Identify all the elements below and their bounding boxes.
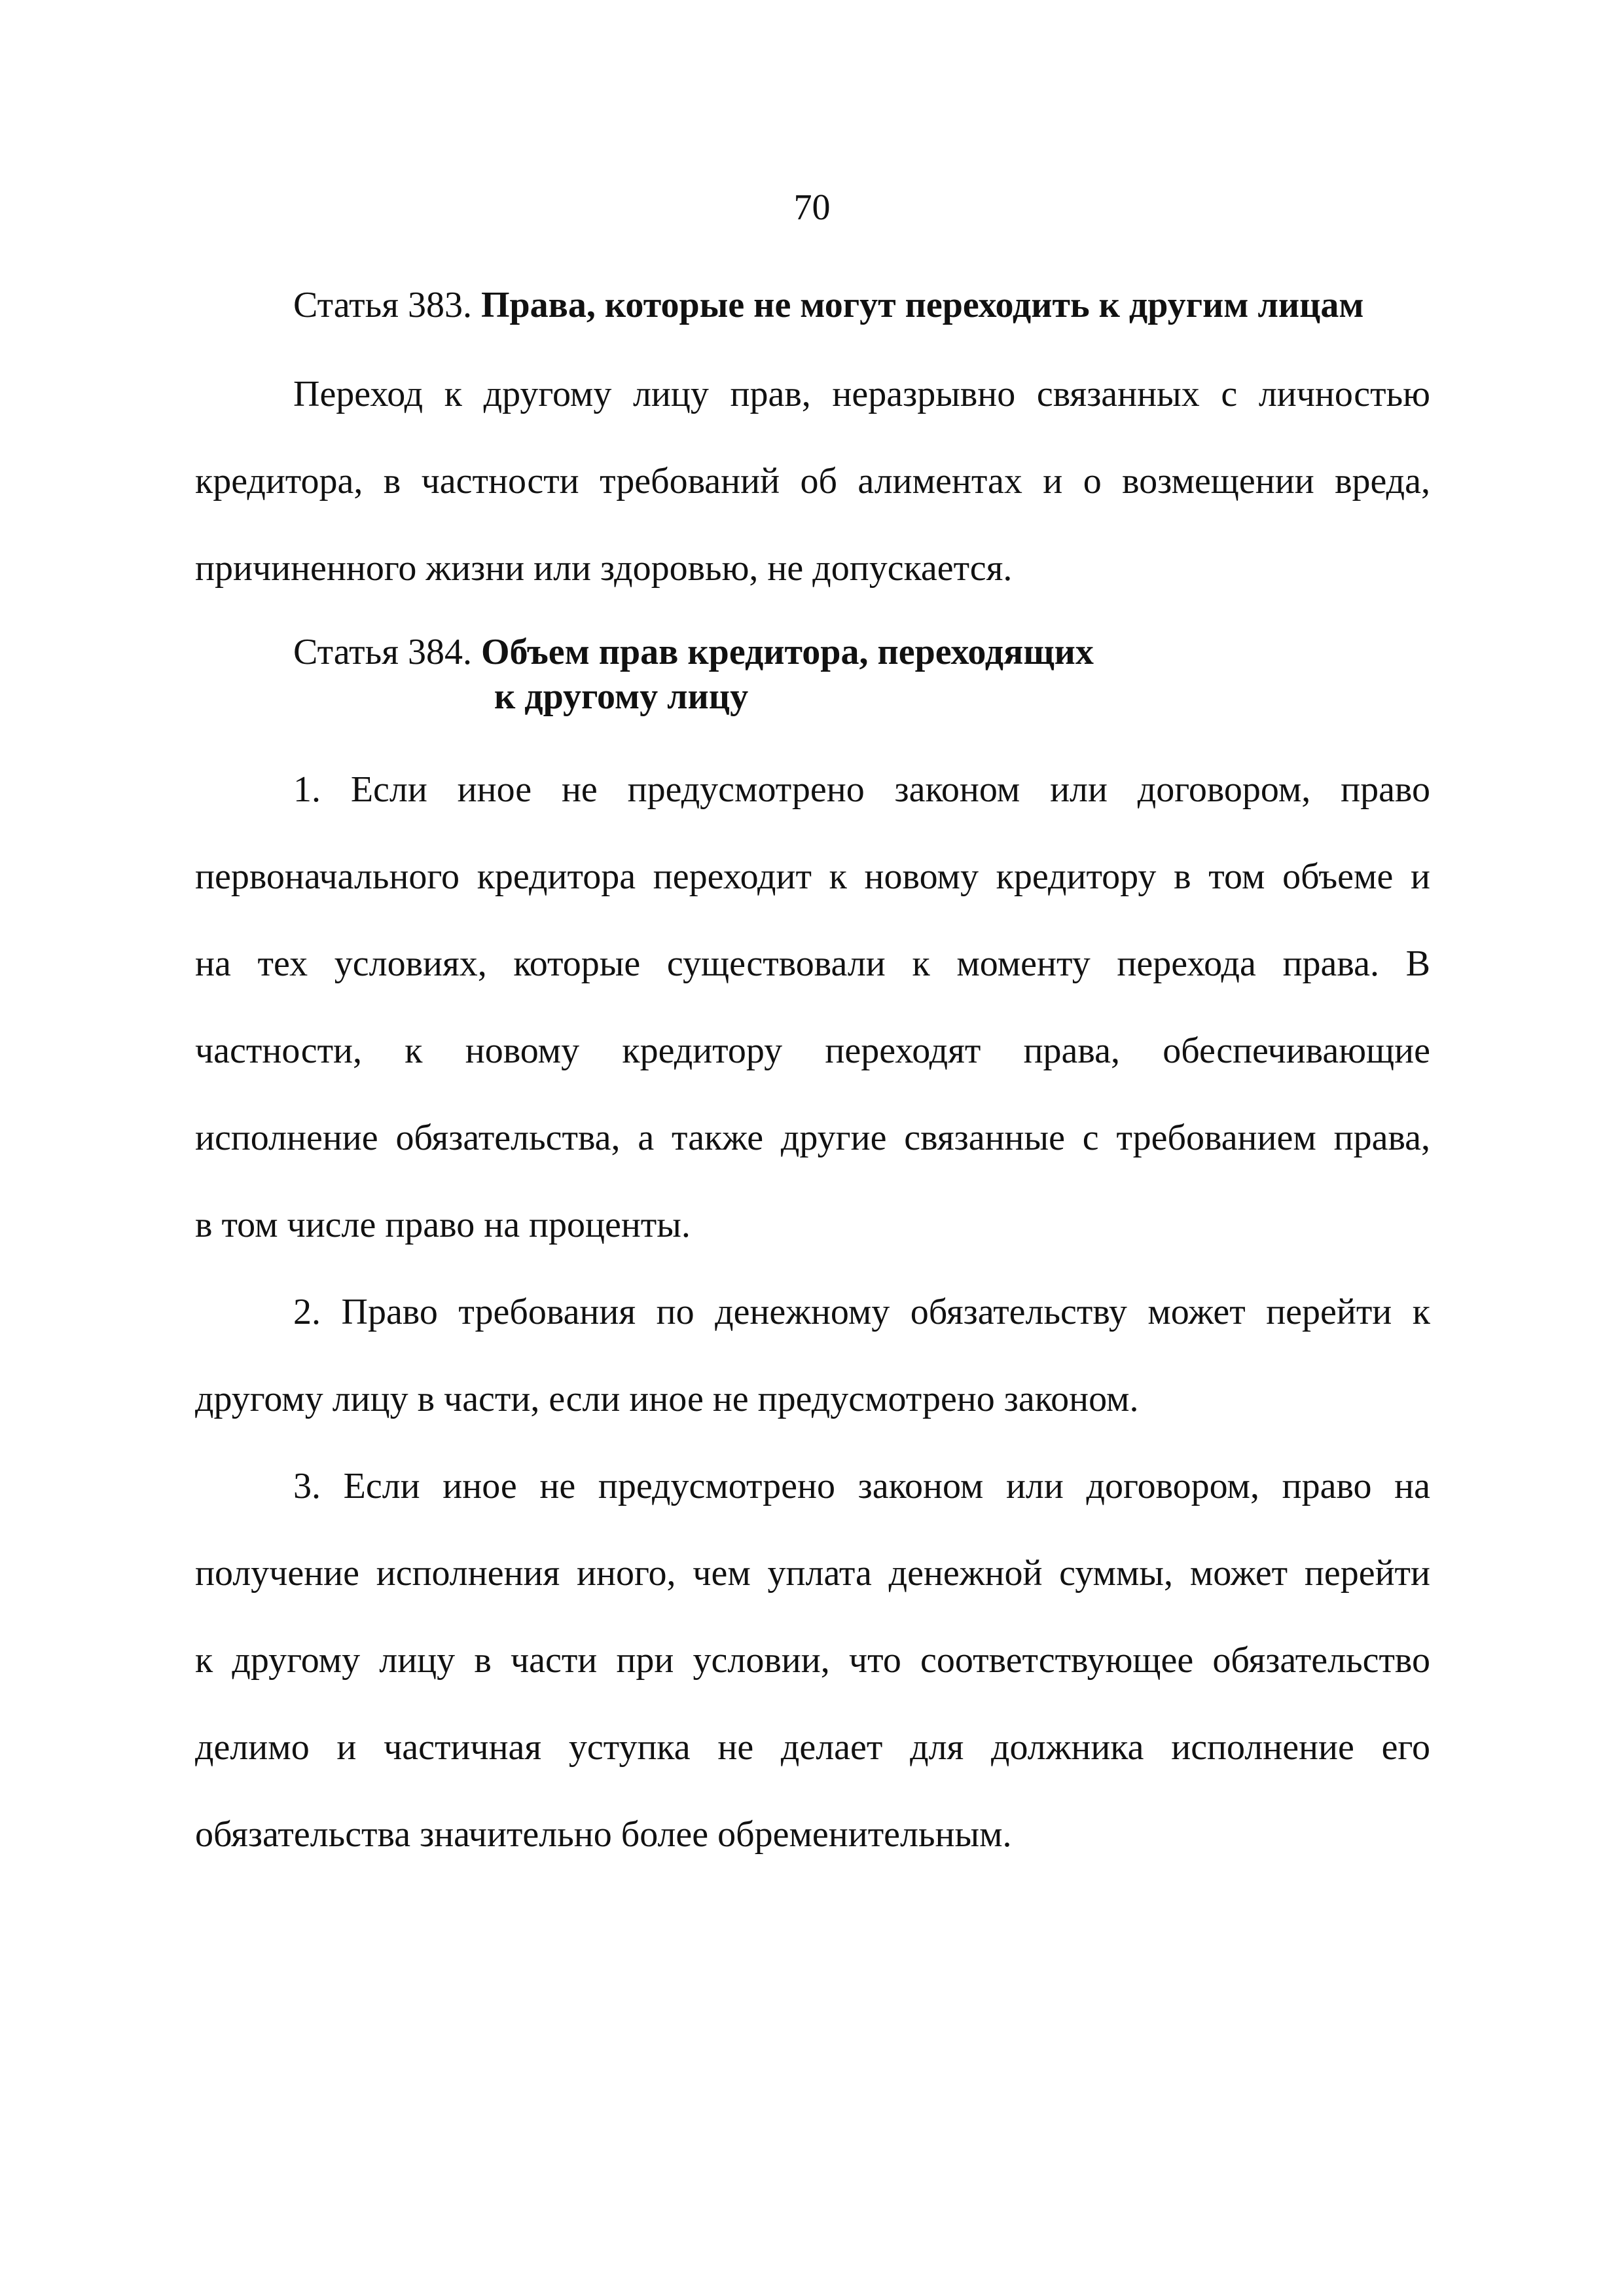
article-383-number: Статья 383. bbox=[293, 285, 481, 325]
paragraph-1-line: частности, к новому кредитору переходят права, обеспечивающие bbox=[195, 1030, 1430, 1071]
article-384-number: Статья 384. bbox=[293, 632, 481, 672]
paragraph-3-line: к другому лицу в части при условии, что соответствующее обязательство bbox=[195, 1640, 1430, 1681]
paragraph-3-line: делимо и частичная уступка не делает для должника исполнение его bbox=[195, 1727, 1430, 1768]
article-383-text-line: Переход к другому лицу прав, неразрывно связанных с личностью bbox=[293, 374, 1430, 414]
article-384-title: Объем прав кредитора, переходящих bbox=[480, 632, 1094, 672]
paragraph-3-line: получение исполнения иного, чем уплата денежной суммы, может перейти bbox=[195, 1553, 1430, 1594]
paragraph-1-line: 1. Если иное не предусмотрено законом или договором, право bbox=[293, 769, 1430, 810]
article-383-text-line: причиненного жизни или здоровью, не допускается. bbox=[195, 548, 1013, 589]
paragraph-2-line: другому лицу в части, если иное не предусмотрено законом. bbox=[195, 1379, 1139, 1419]
paragraph-1-line: исполнение обязательства, а также другие связанные с требованием права, bbox=[195, 1118, 1430, 1158]
paragraph-1-line: на тех условиях, которые существовали к моменту перехода права. В bbox=[195, 943, 1430, 984]
article-383-text-line: кредитора, в частности требований об алиментах и о возмещении вреда, bbox=[195, 461, 1430, 501]
paragraph-1-line: в том числе право на проценты. bbox=[195, 1205, 691, 1245]
paragraph-3-line: обязательства значительно более обременительным. bbox=[195, 1814, 1012, 1855]
article-383-heading bbox=[293, 283, 1364, 327]
paragraph-1-line: первоначального кредитора переходит к новому кредитору в том объеме и bbox=[195, 856, 1430, 897]
article-384-title-continued: к другому лицу bbox=[494, 676, 749, 717]
article-383-title: Права, которые не могут переходить к другим лицам bbox=[480, 285, 1364, 325]
article-384-heading bbox=[293, 630, 1094, 674]
paragraph-3-line: 3. Если иное не предусмотрено законом или договором, право на bbox=[293, 1466, 1430, 1506]
paragraph-2-line: 2. Право требования по денежному обязательству может перейти к bbox=[293, 1292, 1430, 1332]
page-number: 70 bbox=[793, 187, 831, 228]
